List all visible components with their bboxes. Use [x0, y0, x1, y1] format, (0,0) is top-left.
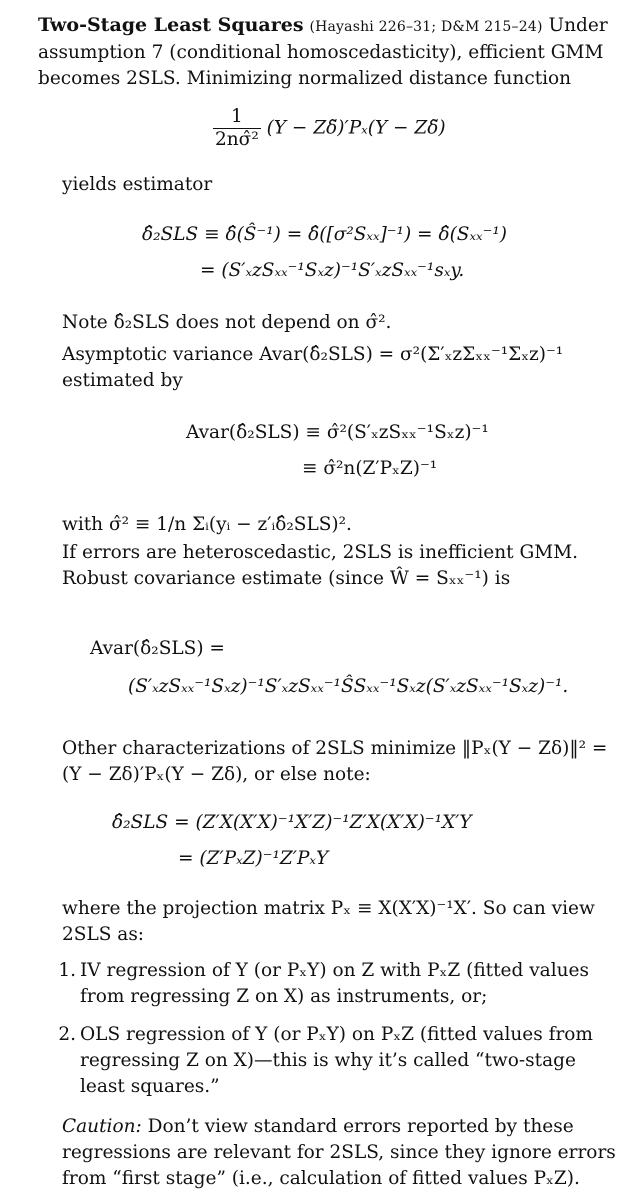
- estimator-line-2: = (S′ₓzSₓₓ⁻¹Sₓz)⁻¹S′ₓzSₓₓ⁻¹sₓy.: [200, 260, 465, 281]
- avar-hat-line-1: Avar(δ̂₂SLS) ≡ σ̂²(S′ₓzSₓₓ⁻¹Sₓz)⁻¹: [186, 422, 489, 443]
- caution-label: Caution:: [62, 1116, 142, 1137]
- other-characterizations: Other characterizations of 2SLS minimize ‖Pₓ(Y − Zδ)‖² = (Y − Zδ)′Pₓ(Y − Zδ), or else note:: [62, 738, 608, 785]
- estimator-line-1: δ̂₂SLS ≡ δ̂(Ŝ⁻¹) = δ̂([σ²Sₓₓ]⁻¹) = δ̂(Sₓₓ⁻¹): [142, 224, 508, 245]
- caution-paragraph: [62, 1114, 624, 1192]
- fraction: $\frac{1}{\text{2nσ̂²}}$: [215, 106, 259, 150]
- list-item: 2. OLS regression of Y (or PₓY) on PₓZ (fitted values from regressing Z on X)—this is why it’s called “two-stage least squares.”: [58, 1024, 593, 1097]
- caution-text: Don’t view standard errors reported by these regressions are relevant for 2SLS, since they ignore errors from “first stage” (i.e., calculation of fitted values PₓZ).: [62, 1116, 616, 1189]
- note-text: Note δ̂₂SLS does not depend on σ̂².: [62, 312, 392, 333]
- avar-hat-line-2: ≡ σ̂²n(Z′PₓZ)⁻¹: [302, 458, 438, 479]
- hetero-text: If errors are heteroscedastic, 2SLS is inefficient GMM. Robust covariance estimate (since Ŵ = Sₓₓ⁻¹) is: [62, 542, 579, 589]
- sigma-definition: with σ̂² ≡ 1/n Σᵢ(yᵢ − z′ᵢδ̂₂SLS)².: [62, 514, 352, 535]
- yields-text: yields estimator: [62, 174, 213, 195]
- distance-function-equation: $\frac{1}{\text{2nσ̂²}}$ (Y − Zδ̃)′Pₓ(Y − Zδ̃): [215, 106, 446, 150]
- projection-text: where the projection matrix Pₓ ≡ X(X′X)⁻¹X′. So can view 2SLS as:: [62, 898, 595, 945]
- intro-text: Under assumption 7 (conditional homoscedasticity), efficient GMM becomes 2SLS. Minimizing normalized distance function: [38, 15, 608, 89]
- alt-line-1: δ̂₂SLS = (Z′X(X′X)⁻¹X′Z)⁻¹Z′X(X′X)⁻¹X′Y: [112, 812, 472, 833]
- list-item: 1. IV regression of Y (or PₓY) on Z with PₓZ (fitted values from regressing Z on X) as instruments, or;: [58, 960, 589, 1007]
- robust-line-1: Avar(δ̂₂SLS) =: [90, 638, 225, 659]
- robust-line-2: (S′ₓzSₓₓ⁻¹Sₓz)⁻¹S′ₓzSₓₓ⁻¹ŜSₓₓ⁻¹Sₓz(S′ₓzSₓₓ⁻¹Sₓz)⁻¹.: [128, 676, 569, 697]
- citation: (Hayashi 226–31; D&M 215–24): [309, 19, 543, 35]
- alt-line-2: = (Z′PₓZ)⁻¹Z′PₓY: [178, 848, 329, 869]
- avar-intro-text: Asymptotic variance Avar(δ̂₂SLS) = σ²(Σ′ₓzΣₓₓ⁻¹Σₓz)⁻¹ estimated by: [62, 344, 564, 391]
- intro-paragraph: [38, 12, 624, 92]
- section-title: Two-Stage Least Squares: [38, 14, 304, 36]
